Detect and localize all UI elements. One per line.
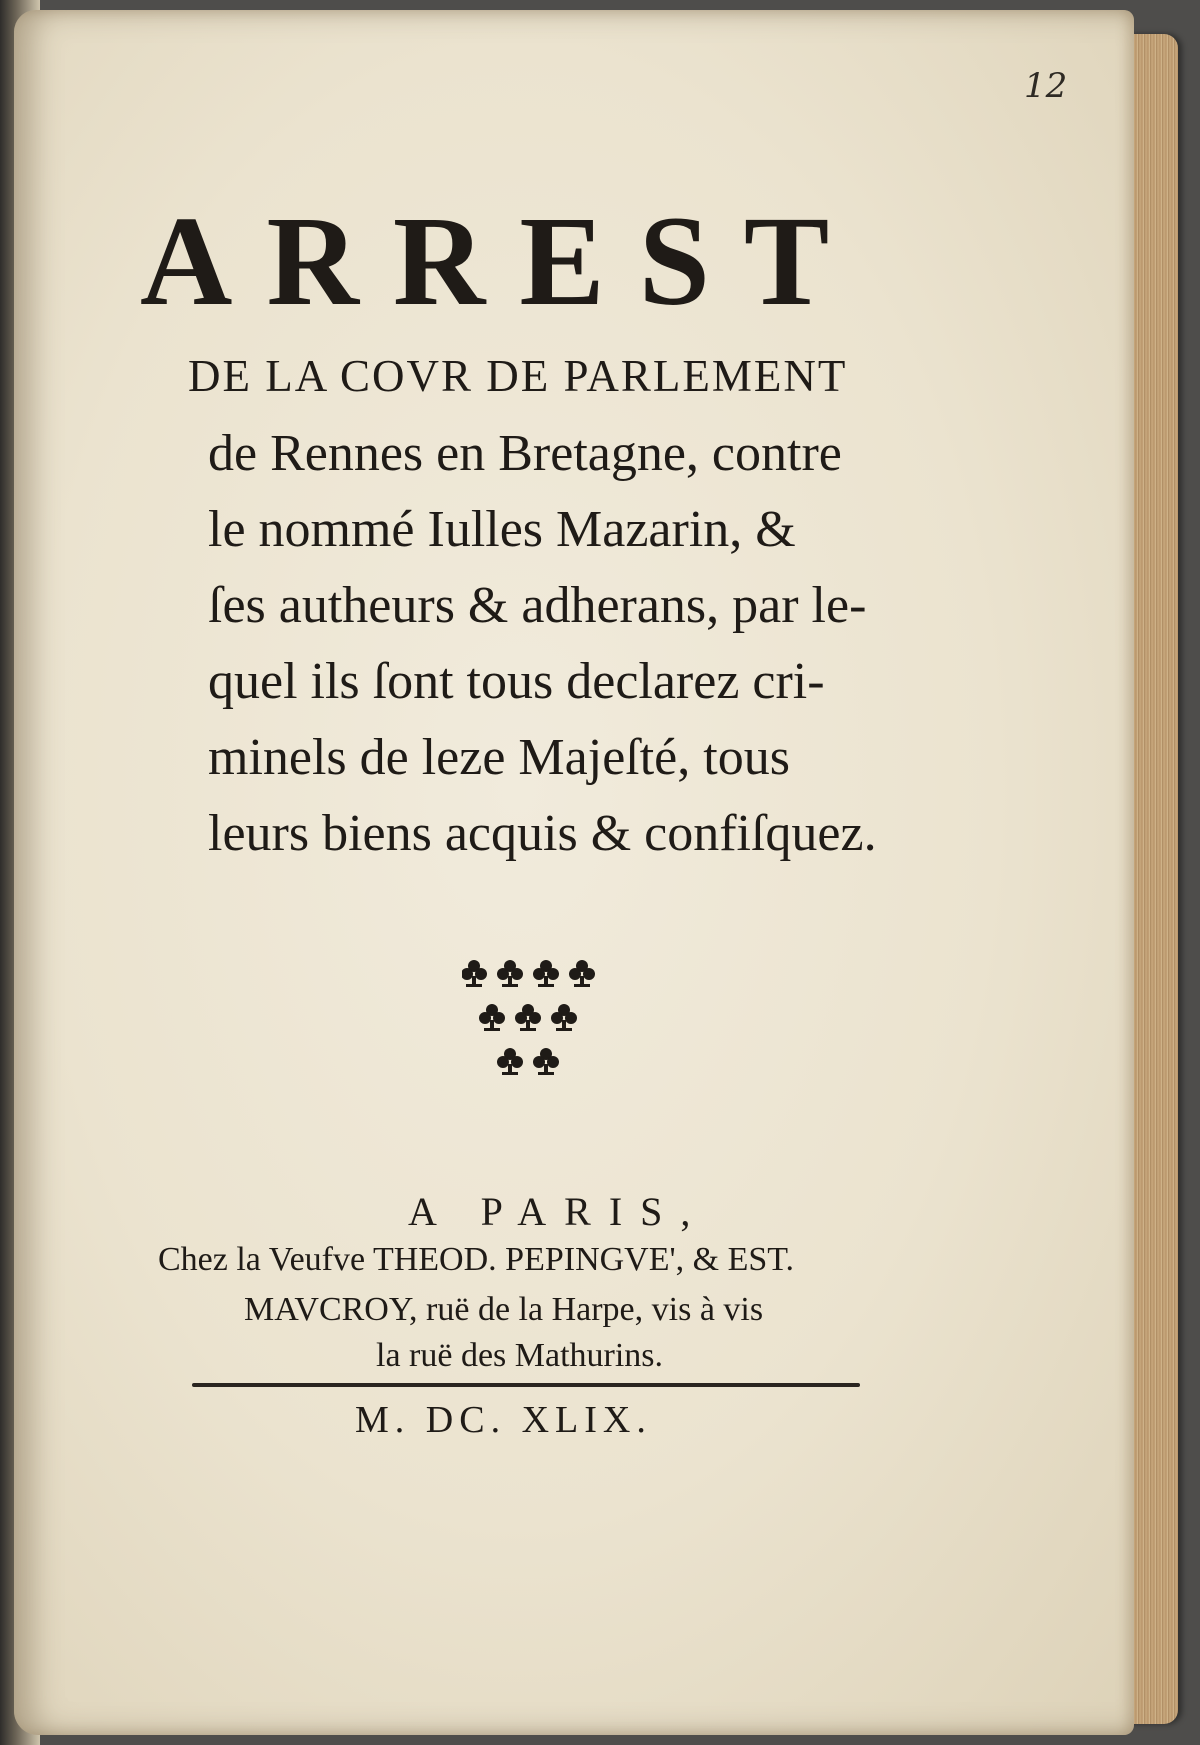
body-line-6: leurs biens acquis & confiſquez. — [208, 805, 877, 862]
imprint-line-3: la ruë des Mathurins. — [376, 1337, 664, 1374]
page-title: ARREST — [140, 190, 864, 332]
imprint-line-1: Chez la Veufve THEOD. PEPINGVE', & EST. — [158, 1241, 794, 1278]
body-line-5: minels de leze Majeſté, tous — [208, 729, 790, 786]
horizontal-rule — [192, 1383, 860, 1387]
body-line-4: quel ils ſont tous declarez cri- — [208, 653, 825, 710]
folio-number: 12 — [1024, 66, 1068, 106]
body-line-2: le nommé Iulles Mazarin, & — [208, 501, 796, 558]
imprint-line-2: MAVCROY, ruë de la Harpe, vis à vis — [244, 1291, 764, 1328]
page-subtitle: DE LA COVR DE PARLEMENT — [188, 351, 848, 401]
imprint-city: A PARIS, — [408, 1189, 709, 1234]
imprint-date: M. DC. XLIX. — [355, 1399, 652, 1441]
body-line-3: ſes autheurs & adherans, par le- — [208, 577, 867, 634]
body-line-1: de Rennes en Bretagne, contre — [208, 425, 842, 482]
fleuron-icon — [462, 952, 602, 1092]
